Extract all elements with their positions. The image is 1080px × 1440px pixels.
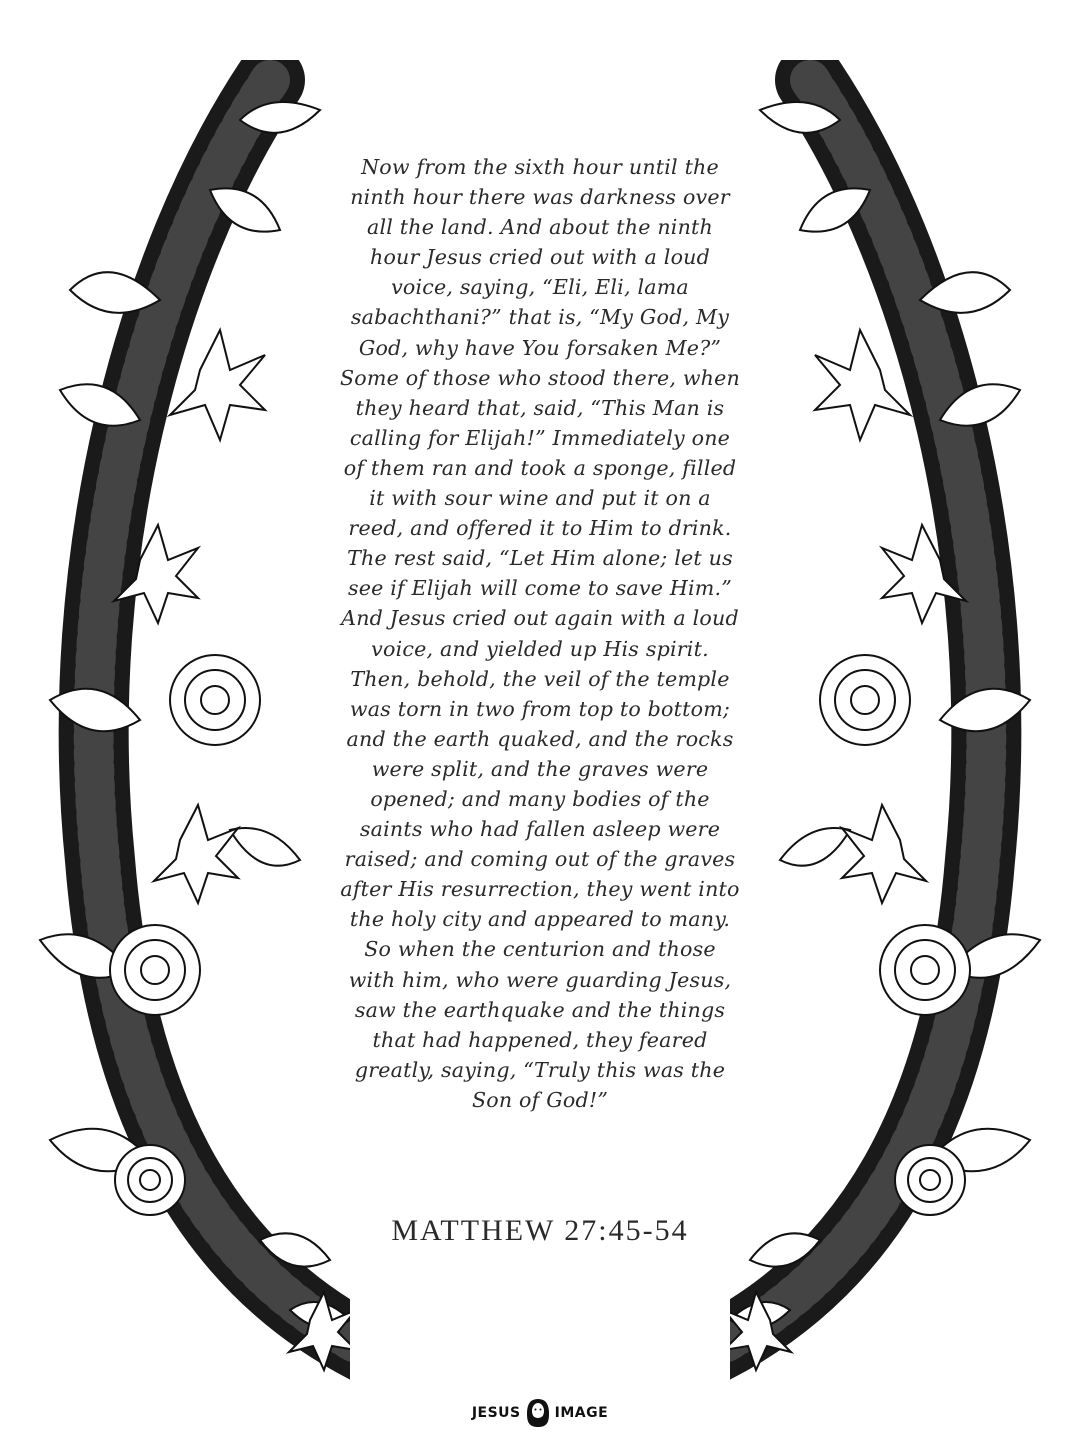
scripture-verse: Now from the sixth hour until the ninth hour there was darkness over all the land. And about the ninth hour Jesus cried out with a loud voice, saying, “Eli, Eli, lama sabachthani?” that is, “My God, My God, why have You forsaken Me?” Some of those who stood there, when they heard that, said, “This Man is calling for Elijah!” Immediately one of them ran and took a sponge, filled it with sour wine and put it on a reed, and offered it to Him to drink. The rest said, “Let Him alone; let us see if Elijah will come to save Him.” And Jesus cried out again with a loud voice, and yielded up His spirit. Then, behold, the veil of the temple was torn in two from top to bottom; and the earth quaked, and the rocks were split, and the graves were opened; and many bodies of the saints who had fallen asleep were raised; and coming out of the graves after His resurrection, they went into the holy city and appeared to many. So when the centurion and those with him, who were guarding Jesus, saw the earthquake and the things that had happened, they feared greatly, saying, “Truly this was the Son of God!”	[340, 155, 740, 1112]
floral-garland-right	[730, 60, 1050, 1390]
jesus-face-icon	[525, 1398, 551, 1428]
brand-word-left: JESUS	[471, 1405, 521, 1421]
brand-logo[interactable]	[0, 1398, 1080, 1428]
scripture-reference: MATTHEW 27:45-54	[391, 1214, 689, 1247]
brand-word-right: IMAGE	[554, 1405, 609, 1421]
floral-garland-left	[30, 60, 350, 1390]
